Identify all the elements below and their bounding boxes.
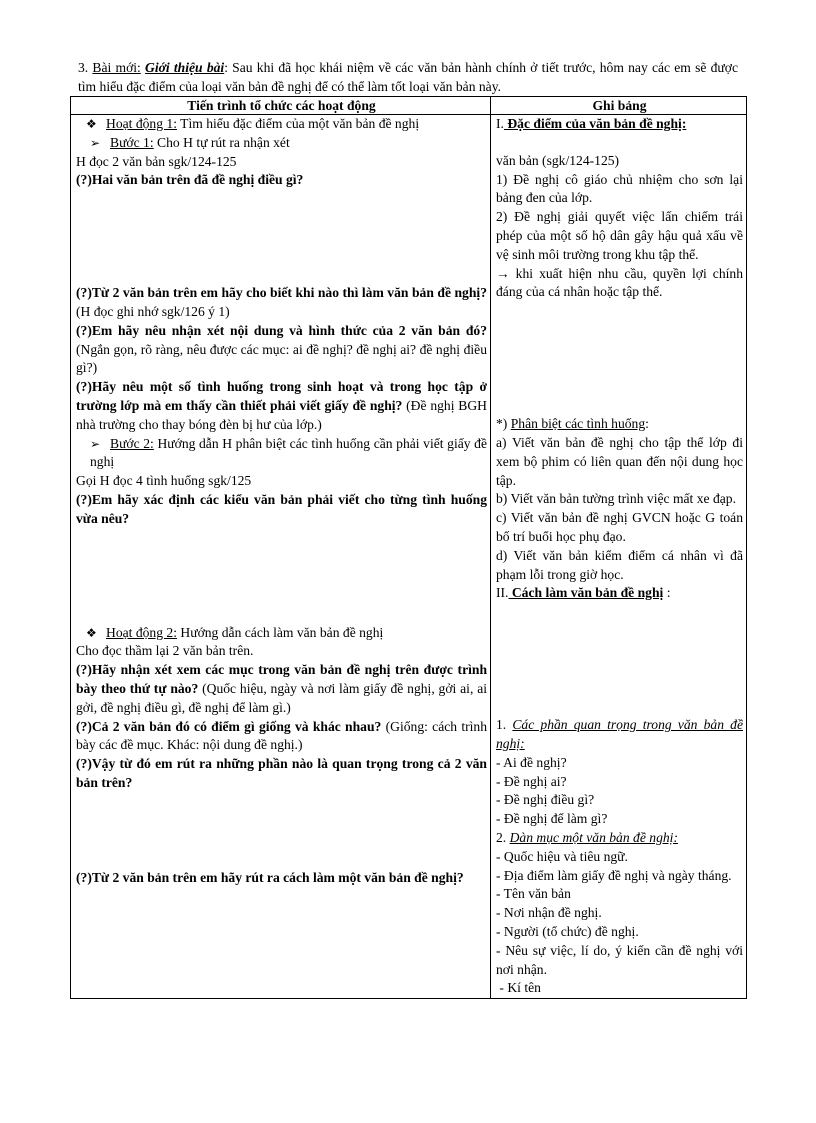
outline-item-4: - Nơi nhận đề nghị. <box>496 905 602 921</box>
question-5: (?)Em hãy xác định các kiểu văn bản phải viết cho từng tình huống vừa nêu? <box>76 491 487 526</box>
situation-a: a) Viết văn bản đề nghị cho tập thể lớp đi xem bộ phim có liên quan đến nội dung học tập. <box>496 434 743 488</box>
intro-label: Bài mới: <box>92 60 141 75</box>
activity-2-text: Hướng dẫn cách làm văn bản đề nghị <box>176 624 384 640</box>
arrow-bullet-icon: ➢ <box>90 436 101 451</box>
question-3: (?)Em hãy nêu nhận xét nội dung và hình thức của 2 văn bản đó? (Ngắn gọn, rõ ràng, nêu được các mục: ai đề nghị? đề nghị ai? đề nghị điều gì?) <box>76 322 487 376</box>
question-7: (?)Cả 2 văn bản đó có điểm gì giống và khác nhau? (Giống: cách trình bày các đề mục. Khác: nội dung đề nghị.) <box>76 718 488 753</box>
question-9: (?)Từ 2 văn bản trên em hãy rút ra cách làm một văn bản đề nghị? <box>76 869 464 885</box>
question-2: (?)Từ 2 văn bản trên em hãy cho biết khi nào thì làm văn bản đề nghị? (H đọc ghi nhớ sgk/126 ý 1) <box>76 285 487 319</box>
line-reread: Cho đọc thầm lại 2 văn bản trên. <box>76 643 254 659</box>
outline-item-7: - Kí tên <box>496 980 541 996</box>
step-2-label: Bước 2: <box>110 435 154 451</box>
section-1-title: I. Đặc điểm của văn bản đề nghị: <box>496 116 687 131</box>
outline-item-5: - Người (tổ chức) đề nghị. <box>496 923 639 939</box>
step-2-text: Hướng dẫn H phân biệt các tình huống cần phải viết giấy đề nghị <box>90 435 487 470</box>
section-2-title: II. Cách làm văn bản đề nghị : <box>496 585 671 601</box>
notes-column <box>491 115 747 999</box>
intro-heading: Giới thiệu bài <box>145 60 225 75</box>
step-2 <box>76 435 487 473</box>
diamond-bullet-icon: ❖ <box>86 625 97 640</box>
intro-text: : Sau khi đã học khái niệm về các văn bản hành chính ở tiết trước, hôm nay các em sẽ được tìm hiểu đặc điểm của loại văn bản đề nghị để có thể làm tốt loại văn bản này. <box>78 60 739 94</box>
situations-title: *) Phân biệt các tình huống: <box>496 416 649 432</box>
situation-c: c) Viết văn bản đề nghị GVCN hoặc G toán bố trí buổi học phụ đạo. <box>496 510 743 544</box>
important-parts-title: 1. Các phần quan trọng trong văn bản đề nghị: <box>496 717 743 751</box>
note-suggest-2: 2) Đề nghị giải quyết việc lấn chiếm trái phép của một số hộ dân gây hậu quả xấu về vệ sinh môi trường trong khu tập thể. <box>496 209 743 262</box>
activities-column <box>71 115 491 999</box>
note-conclusion: → khi xuất hiện nhu cầu, quyền lợi chính đáng của cá nhân hoặc tập thể. <box>496 265 743 300</box>
question-8: (?)Vậy từ đó em rút ra những phần nào là quan trọng trong cả 2 văn bản trên? <box>76 756 487 790</box>
outline-item-3: - Tên văn bản <box>496 886 571 902</box>
important-part-2: - Đề nghị ai? <box>496 773 567 789</box>
activity-2-label: Hoạt động 2: <box>106 624 177 640</box>
question-6: (?)Hãy nhận xét xem các mục trong văn bản đề nghị trên được trình bày theo thứ tự nào? (Quốc hiệu, ngày và nơi làm giấy đề nghị, gởi ai, ai gởi, đề nghị điều gì, đề nghị để làm gì.) <box>76 662 487 715</box>
situation-b: b) Viết văn bản tường trình việc mất xe đạp. <box>496 491 736 507</box>
question-4: (?)Hãy nêu một số tình huống trong sinh hoạt và trong học tập ở trường lớp mà em thấy cần thiết phải viết giấy đề nghị? (Đề nghị BGH nhà trường cho thay bóng đèn bị hư của lớp.) <box>76 379 487 432</box>
important-part-4: - Đề nghị để làm gì? <box>496 811 608 827</box>
important-part-1: - Ai đề nghị? <box>496 754 567 770</box>
step-1 <box>76 134 487 153</box>
outline-item-2: - Địa điểm làm giấy đề nghị và ngày tháng. <box>496 867 732 883</box>
step-1-label: Bước 1: <box>110 134 154 150</box>
outline-item-1: - Quốc hiệu và tiêu ngữ. <box>496 848 628 864</box>
lesson-table <box>70 96 747 999</box>
activity-1-text: Tìm hiểu đặc điểm của một văn bản đề nghị <box>176 116 420 131</box>
situation-d: d) Viết văn bản kiểm điểm cá nhân vì đã phạm lỗi trong giờ học. <box>496 547 743 582</box>
diamond-bullet-icon: ❖ <box>86 117 97 131</box>
question-1: (?)Hai văn bản trên đã đề nghị điều gì? <box>76 172 304 188</box>
intro-prefix: 3. <box>78 60 93 75</box>
line-read-texts: H đọc 2 văn bản sgk/124-125 <box>76 153 237 169</box>
step-1-text: Cho H tự rút ra nhận xét <box>153 134 290 150</box>
note-texts: văn bản (sgk/124-125) <box>496 152 620 168</box>
line-read-situations: Gọi H đọc 4 tình huống sgk/125 <box>76 473 252 489</box>
activity-1 <box>76 115 487 134</box>
header-right: Ghi bảng <box>491 97 747 115</box>
outline-title: 2. Dàn mục một văn bản đề nghị: <box>496 829 678 845</box>
arrow-bullet-icon: ➢ <box>90 135 101 150</box>
intro-paragraph <box>78 59 738 97</box>
outline-item-6: - Nêu sự việc, lí do, ý kiến cần đề nghị với nơi nhận. <box>496 942 743 977</box>
header-left: Tiến trình tổ chức các hoạt động <box>71 97 491 115</box>
activity-2 <box>76 624 487 643</box>
note-suggest-1: 1) Đề nghị cô giáo chủ nhiệm cho sơn lại bảng đen của lớp. <box>496 171 743 206</box>
important-part-3: - Đề nghị điều gì? <box>496 792 595 808</box>
activity-1-label: Hoạt động 1: <box>106 116 177 131</box>
